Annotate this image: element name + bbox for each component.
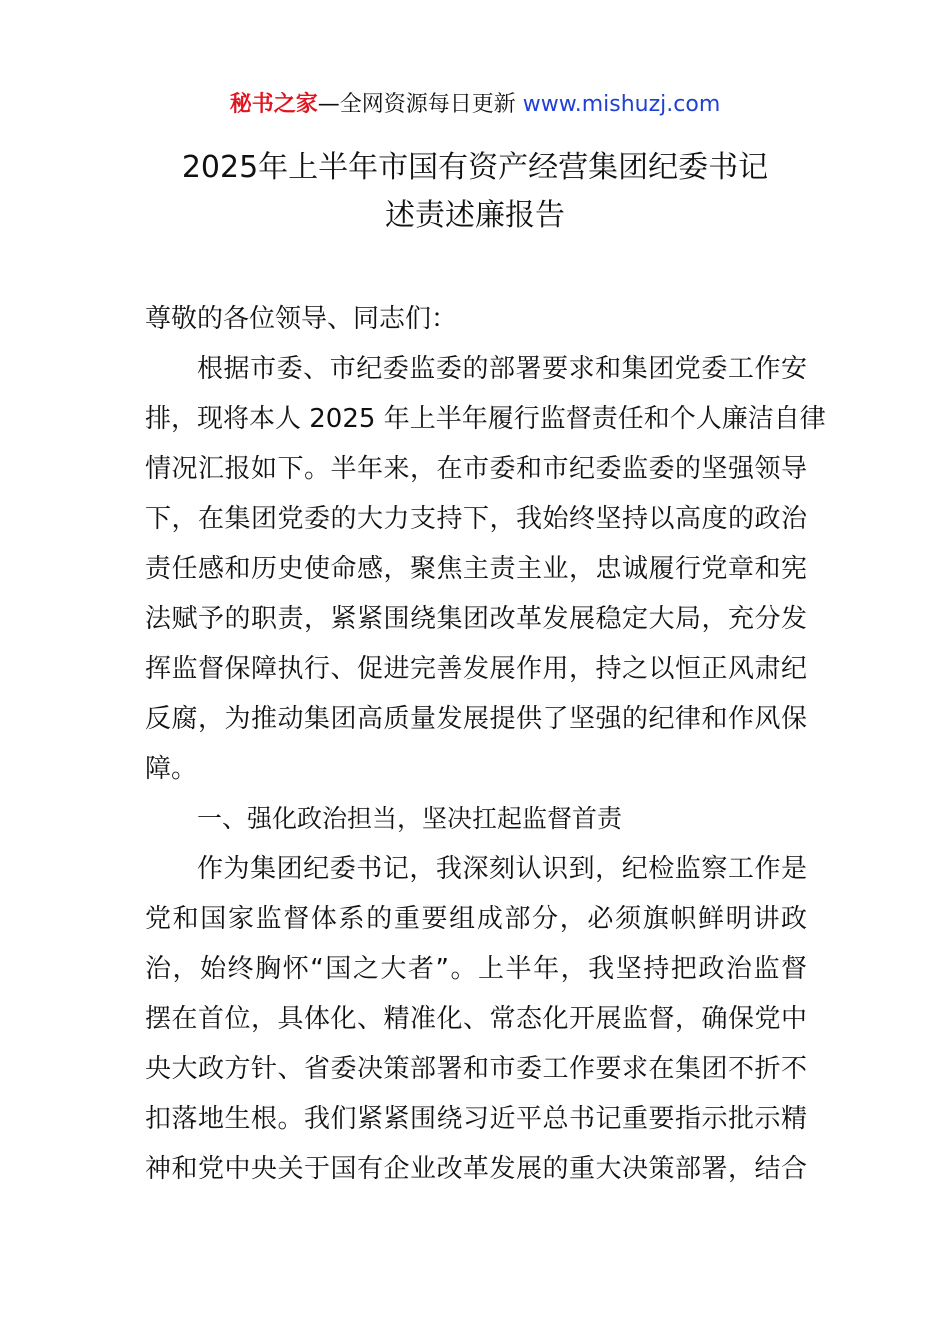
- paragraph-line: 摆在首位，具体化、精准化、常态化开展监督，确保党中: [145, 1004, 807, 1034]
- paragraph-line: 障。: [145, 754, 198, 784]
- paragraph-line: 法赋予的职责，紧紧围绕集团改革发展稳定大局，充分发: [145, 604, 807, 634]
- paragraph-line: 反腐，为推动集团高质量发展提供了坚强的纪律和作风保: [145, 704, 807, 734]
- paragraph-line: 作为集团纪委书记，我深刻认识到，纪检监察工作是: [197, 854, 807, 884]
- paragraph-line: 扣落地生根。我们紧紧围绕习近平总书记重要指示批示精: [145, 1104, 807, 1134]
- salutation: 尊敬的各位领导、同志们：: [145, 304, 458, 334]
- section-heading: 一、强化政治担当，坚决扛起监督首责: [197, 804, 623, 833]
- header-url-link[interactable]: www.mishuzj.com: [522, 92, 721, 117]
- paragraph-line: 神和党中央关于国有企业改革发展的重大决策部署，结合: [145, 1154, 807, 1184]
- brand-name: 秘书之家: [229, 92, 318, 117]
- title-line-1: 2025年上半年市国有资产经营集团纪委书记: [181, 150, 769, 185]
- title-line-2: 述责述廉报告: [385, 198, 565, 233]
- paragraph-line: 治，始终胸怀“国之大者”。上半年，我坚持把政治监督: [145, 954, 807, 984]
- paragraph-line: 央大政方针、省委决策部署和市委工作要求在集团不折不: [145, 1054, 807, 1084]
- document-body: [145, 294, 826, 1194]
- paragraph-line: 排，现将本人 2025 年上半年履行监督责任和个人廉洁自律: [145, 404, 826, 434]
- document-header: [0, 88, 950, 122]
- paragraph-line: 下，在集团党委的大力支持下，我始终坚持以高度的政治: [145, 504, 807, 534]
- paragraph-line: 根据市委、市纪委监委的部署要求和集团党委工作安: [197, 354, 807, 384]
- paragraph-line: 党和国家监督体系的重要组成部分，必须旗帜鲜明讲政: [145, 904, 807, 934]
- header-tagline: —全网资源每日更新: [317, 92, 516, 117]
- paragraph-line: 情况汇报如下。半年来，在市委和市纪委监委的坚强领导: [145, 454, 807, 484]
- paragraph-line: 挥监督保障执行、促进完善发展作用，持之以恒正风肃纪: [145, 654, 807, 684]
- document-title: [0, 144, 950, 240]
- paragraph-line: 责任感和历史使命感，聚焦主责主业，忠诚履行党章和宪: [145, 554, 807, 584]
